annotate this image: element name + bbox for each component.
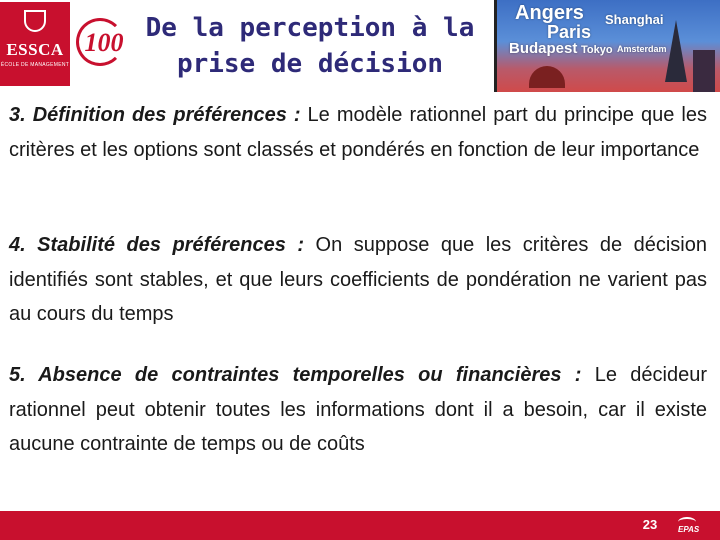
title-line-2: prise de décision [176, 49, 444, 79]
page-number: 23 [642, 517, 658, 532]
anniversary-badge [74, 8, 130, 78]
eiffel-tower-icon [665, 20, 687, 82]
point-lead: 5. Absence de contraintes temporelles ou financières : [9, 364, 582, 386]
banner-city: Tokyo [581, 44, 613, 56]
slide-header [0, 0, 720, 92]
slide-title [130, 10, 490, 82]
banner-city: Shanghai [605, 12, 664, 27]
point-lead: 3. Définition des préférences : [9, 104, 301, 126]
logo-text: ESSCA [6, 40, 64, 59]
point-3 [9, 98, 707, 167]
point-text: On suppose que les critères de décision identifiés sont stables, et que leurs coefficients de pondération ne varient pas au cours du temps [9, 234, 707, 325]
building-icon [693, 50, 715, 92]
banner-city: Amsterdam [617, 44, 667, 54]
epas-logo [674, 513, 718, 539]
city-banner-image [494, 0, 720, 92]
banner-city: Paris [547, 22, 592, 42]
dome-icon [529, 66, 565, 88]
crest-icon [24, 10, 46, 32]
point-text: Le décideur rationnel peut obtenir toutes les informations dont il a besoin, car il existe aucune contrainte de temps ou de coûts [9, 364, 707, 455]
point-4 [9, 228, 707, 332]
logo-subtitle: ÉCOLE DE MANAGEMENT [0, 62, 70, 68]
point-lead: 4. Stabilité des préférences : [9, 234, 305, 256]
epas-logo-text: EPAS [678, 525, 700, 534]
title-line-1: De la perception à la [145, 13, 475, 43]
banner-city: Budapest [509, 40, 578, 57]
slide-footer [0, 511, 720, 540]
point-text: Le modèle rationnel part du principe que les critères et les options sont classés et pondérés en fonction de leur importance [9, 104, 707, 161]
point-5 [9, 358, 707, 462]
badge-number: 100 [84, 28, 124, 57]
banner-city: Angers [515, 2, 584, 24]
essca-logo [0, 2, 70, 86]
